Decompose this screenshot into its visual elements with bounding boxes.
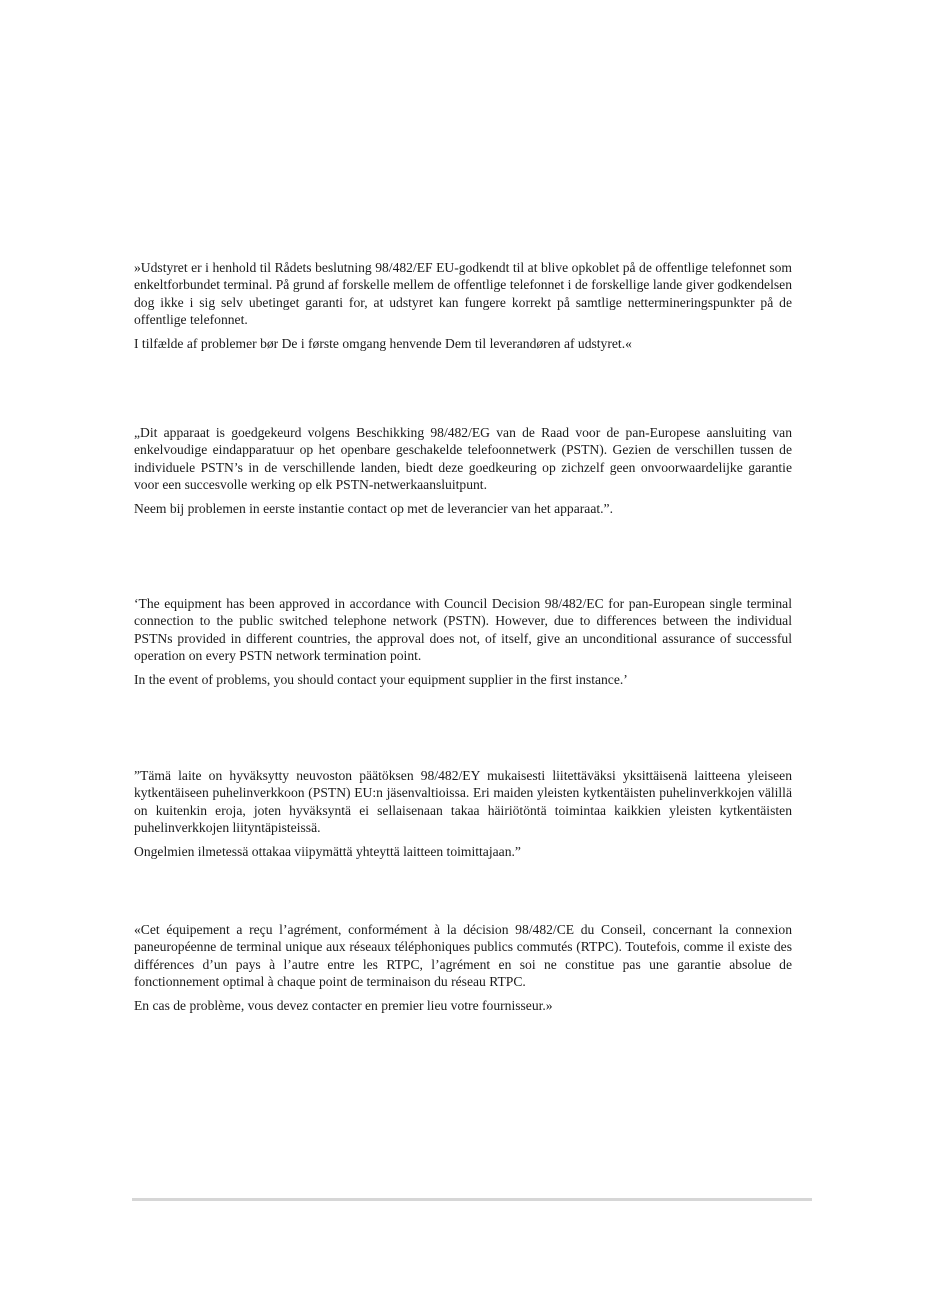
notice-french-contact: En cas de problème, vous devez contacter en premier lieu votre fournisseur.» <box>134 997 553 1013</box>
notice-english <box>134 595 792 688</box>
notice-english-body: ‘The equipment has been approved in accordance with Council Decision 98/482/EC for pan-European single terminal connection to the public switched telephone network (PSTN). However, due to differences between the individual PSTNs provided in different countries, the approval does not, of itself, give an unconditional assurance of successful operation on every PSTN network termination point. <box>134 596 792 664</box>
notice-french <box>134 921 792 1014</box>
notice-danish-body: »Udstyret er i henhold til Rådets beslutning 98/482/EF EU-godkendt til at blive opkoblet på de offentlige telefonnet som enkeltforbundet terminal. På grund af forskelle mellem de offentlige telefonnet i de forskellige lande giver godkendelsen dog ikke i sig selv ubetinget garanti for, at udstyret kan fungere korrekt på samtlige nettermineringspunkter på de offentlige telefonnet. <box>134 260 792 328</box>
notice-danish-contact: I tilfælde af problemer bør De i første omgang henvende Dem til leverandøren af udstyret.« <box>134 335 632 351</box>
footer-divider <box>132 1198 812 1201</box>
notice-finnish-contact: Ongelmien ilmetessä ottakaa viipymättä yhteyttä laitteen toimittajaan.” <box>134 843 521 859</box>
notice-dutch <box>134 424 792 517</box>
notice-french-body: «Cet équipement a reçu l’agrément, conformément à la décision 98/482/CE du Conseil, concernant la connexion paneuropéenne de terminal unique aux réseaux téléphoniques publics commutés (RTPC). Toutefois, comme il existe des différences d’un pays à l’autre entre les RTPC, l’agrément en soi ne constitue pas une garantie absolue de fonctionnement optimal à chaque point de terminaison du réseau RTPC. <box>134 922 792 990</box>
notice-english-contact: In the event of problems, you should contact your equipment supplier in the first instance.’ <box>134 671 628 687</box>
notice-finnish <box>134 767 792 860</box>
notice-danish <box>134 259 792 352</box>
notice-dutch-body: „Dit apparaat is goedgekeurd volgens Beschikking 98/482/EG van de Raad voor de pan-Europese aansluiting van enkelvoudige eindapparatuur op het openbare geschakelde telefoonnetwerk (PSTN). Gezien de verschillen tussen de individuele PSTN’s in de verschillende landen, biedt deze goedkeuring op zichzelf geen onvoorwaardelijke garantie voor een succesvolle werking op elk PSTN-netwerkaansluitpunt. <box>134 425 792 493</box>
notice-finnish-body: ”Tämä laite on hyväksytty neuvoston päätöksen 98/482/EY mukaisesti liitettäväksi yksittäisenä laitteena yleiseen kytkentäiseen puhelinverkkoon (PSTN) EU:n jäsenvaltioissa. Eri maiden yleisten kytkentäisten puhelinverkkojen välillä on kuitenkin eroja, joten hyväksyntä ei sellaisenaan takaa häiriötöntä toimintaa kaikkien yleisten kytkentäisten puhelinverkkojen liityntäpisteissä. <box>134 768 792 836</box>
notice-dutch-contact: Neem bij problemen in eerste instantie contact op met de leverancier van het apparaat.”. <box>134 500 613 516</box>
